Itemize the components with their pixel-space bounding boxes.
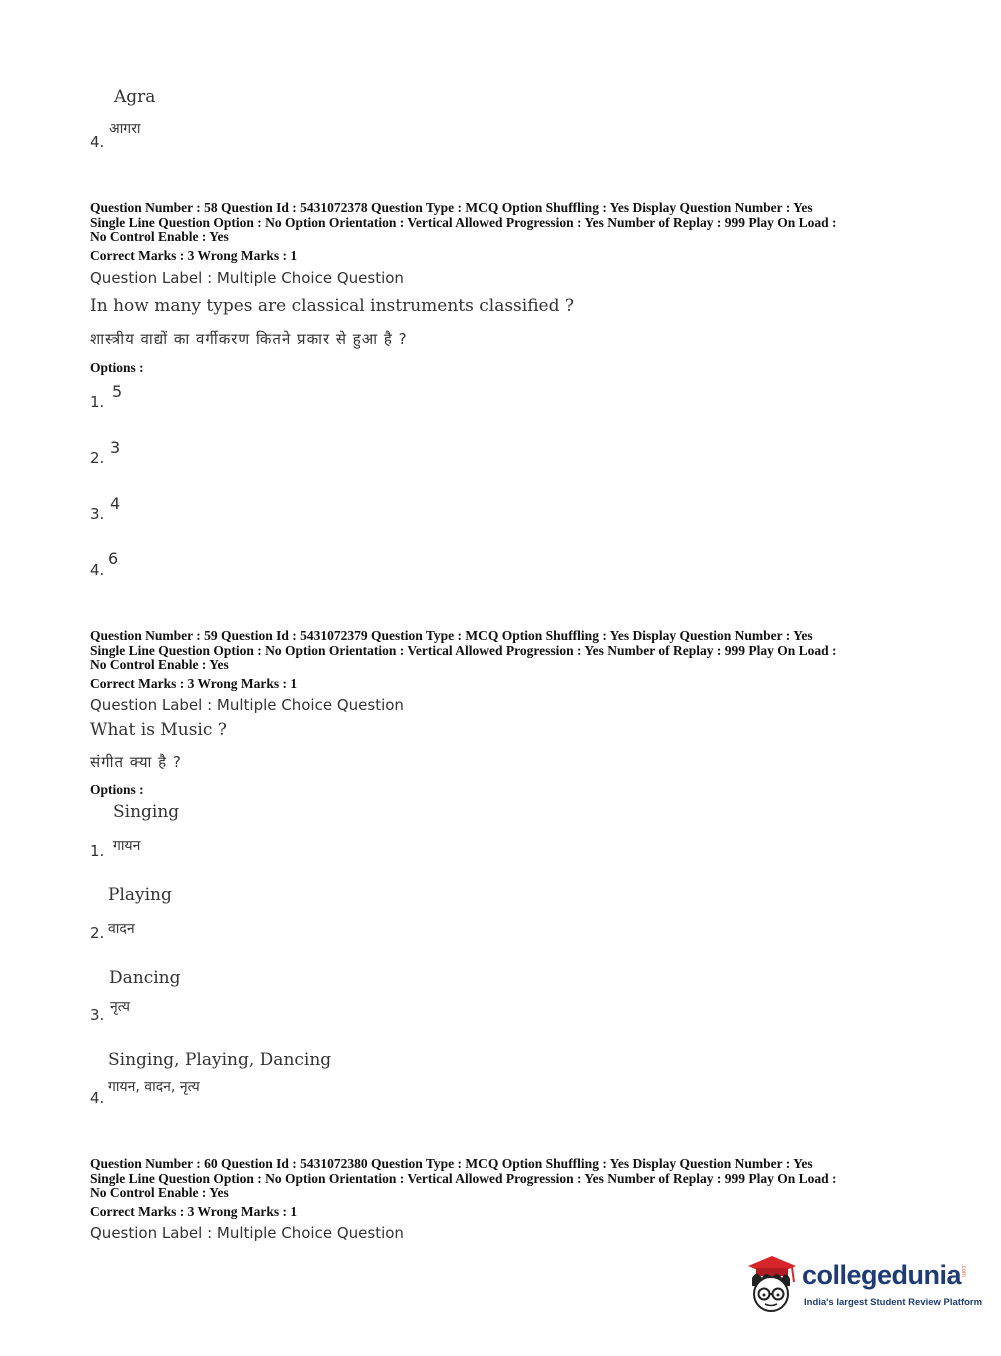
- option-number: 2.: [90, 924, 105, 942]
- question-label: Question Label : Multiple Choice Question: [90, 1224, 404, 1242]
- mascot-icon: [742, 1252, 800, 1314]
- option-number: 3.: [90, 505, 105, 523]
- option-value: 5: [112, 382, 123, 401]
- collegedunia-logo[interactable]: [742, 1248, 983, 1320]
- options-label: Options :: [90, 782, 144, 797]
- meta-line-1: Question Number : 60 Question Id : 5431072380 Question Type : MCQ Option Shuffling : Yes Display Question Number : Yes: [90, 1156, 813, 1171]
- question-text-hindi: संगीत क्या है ?: [90, 753, 182, 771]
- option-english-text: Playing: [108, 885, 172, 905]
- option-hindi-text: गायन: [113, 838, 141, 854]
- options-label: Options :: [90, 360, 144, 375]
- meta-line-1: Question Number : 58 Question Id : 5431072378 Question Type : MCQ Option Shuffling : Yes Display Question Number : Yes: [90, 200, 813, 215]
- meta-line-2: Single Line Question Option : No Option Orientation : Vertical Allowed Progression : Yes Number of Replay : 999 Play On Load :: [90, 1170, 837, 1186]
- question-meta: [90, 201, 837, 245]
- option-value: 3: [110, 438, 121, 457]
- option-english-text: Agra: [114, 87, 156, 107]
- question-meta: [90, 1157, 837, 1201]
- meta-line-2: Single Line Question Option : No Option Orientation : Vertical Allowed Progression : Yes Number of Replay : 999 Play On Load :: [90, 214, 837, 230]
- option-value: 6: [108, 549, 119, 568]
- question-meta: [90, 629, 837, 673]
- option-english-text: Singing, Playing, Dancing: [108, 1050, 332, 1070]
- option-hindi-text: वादन: [108, 921, 135, 937]
- option-number: 2.: [90, 449, 105, 467]
- question-text-english: In how many types are classical instruments classified ?: [90, 296, 575, 316]
- option-hindi-text: नृत्य: [110, 999, 130, 1015]
- marks-info: Correct Marks : 3 Wrong Marks : 1: [90, 248, 298, 263]
- meta-line-1: Question Number : 59 Question Id : 5431072379 Question Type : MCQ Option Shuffling : Yes Display Question Number : Yes: [90, 628, 813, 643]
- marks-info: Correct Marks : 3 Wrong Marks : 1: [90, 1204, 298, 1219]
- option-english-text: Dancing: [109, 968, 181, 988]
- logo-tagline: India's largest Student Review Platform: [804, 1297, 983, 1308]
- meta-line-3: No Control Enable : Yes: [90, 1185, 229, 1200]
- option-number: 4.: [90, 561, 105, 579]
- option-number: 1.: [90, 842, 105, 860]
- question-label: Question Label : Multiple Choice Question: [90, 696, 404, 714]
- meta-line-3: No Control Enable : Yes: [90, 229, 229, 244]
- option-number: 3.: [90, 1006, 105, 1024]
- marks-info: Correct Marks : 3 Wrong Marks : 1: [90, 676, 298, 691]
- meta-line-2: Single Line Question Option : No Option Orientation : Vertical Allowed Progression : Yes Number of Replay : 999 Play On Load :: [90, 642, 837, 658]
- option-hindi-text: गायन, वादन, नृत्य: [108, 1079, 200, 1095]
- question-text-english: What is Music ?: [90, 720, 227, 740]
- option-number: 1.: [90, 393, 105, 411]
- option-value: 4: [110, 494, 121, 513]
- logo-wordmark: collegedunia: [802, 1260, 962, 1290]
- option-number: 4.: [90, 133, 105, 151]
- option-number: 4.: [90, 1089, 105, 1107]
- question-label: Question Label : Multiple Choice Question: [90, 269, 404, 287]
- meta-line-3: No Control Enable : Yes: [90, 657, 229, 672]
- option-english-text: Singing: [113, 802, 180, 822]
- option-hindi-text: आगरा: [109, 121, 141, 137]
- logo-domain-suffix: .com: [960, 1264, 966, 1278]
- question-text-hindi: शास्त्रीय वाद्यों का वर्गीकरण कितने प्रकार से हुआ है ?: [90, 330, 408, 348]
